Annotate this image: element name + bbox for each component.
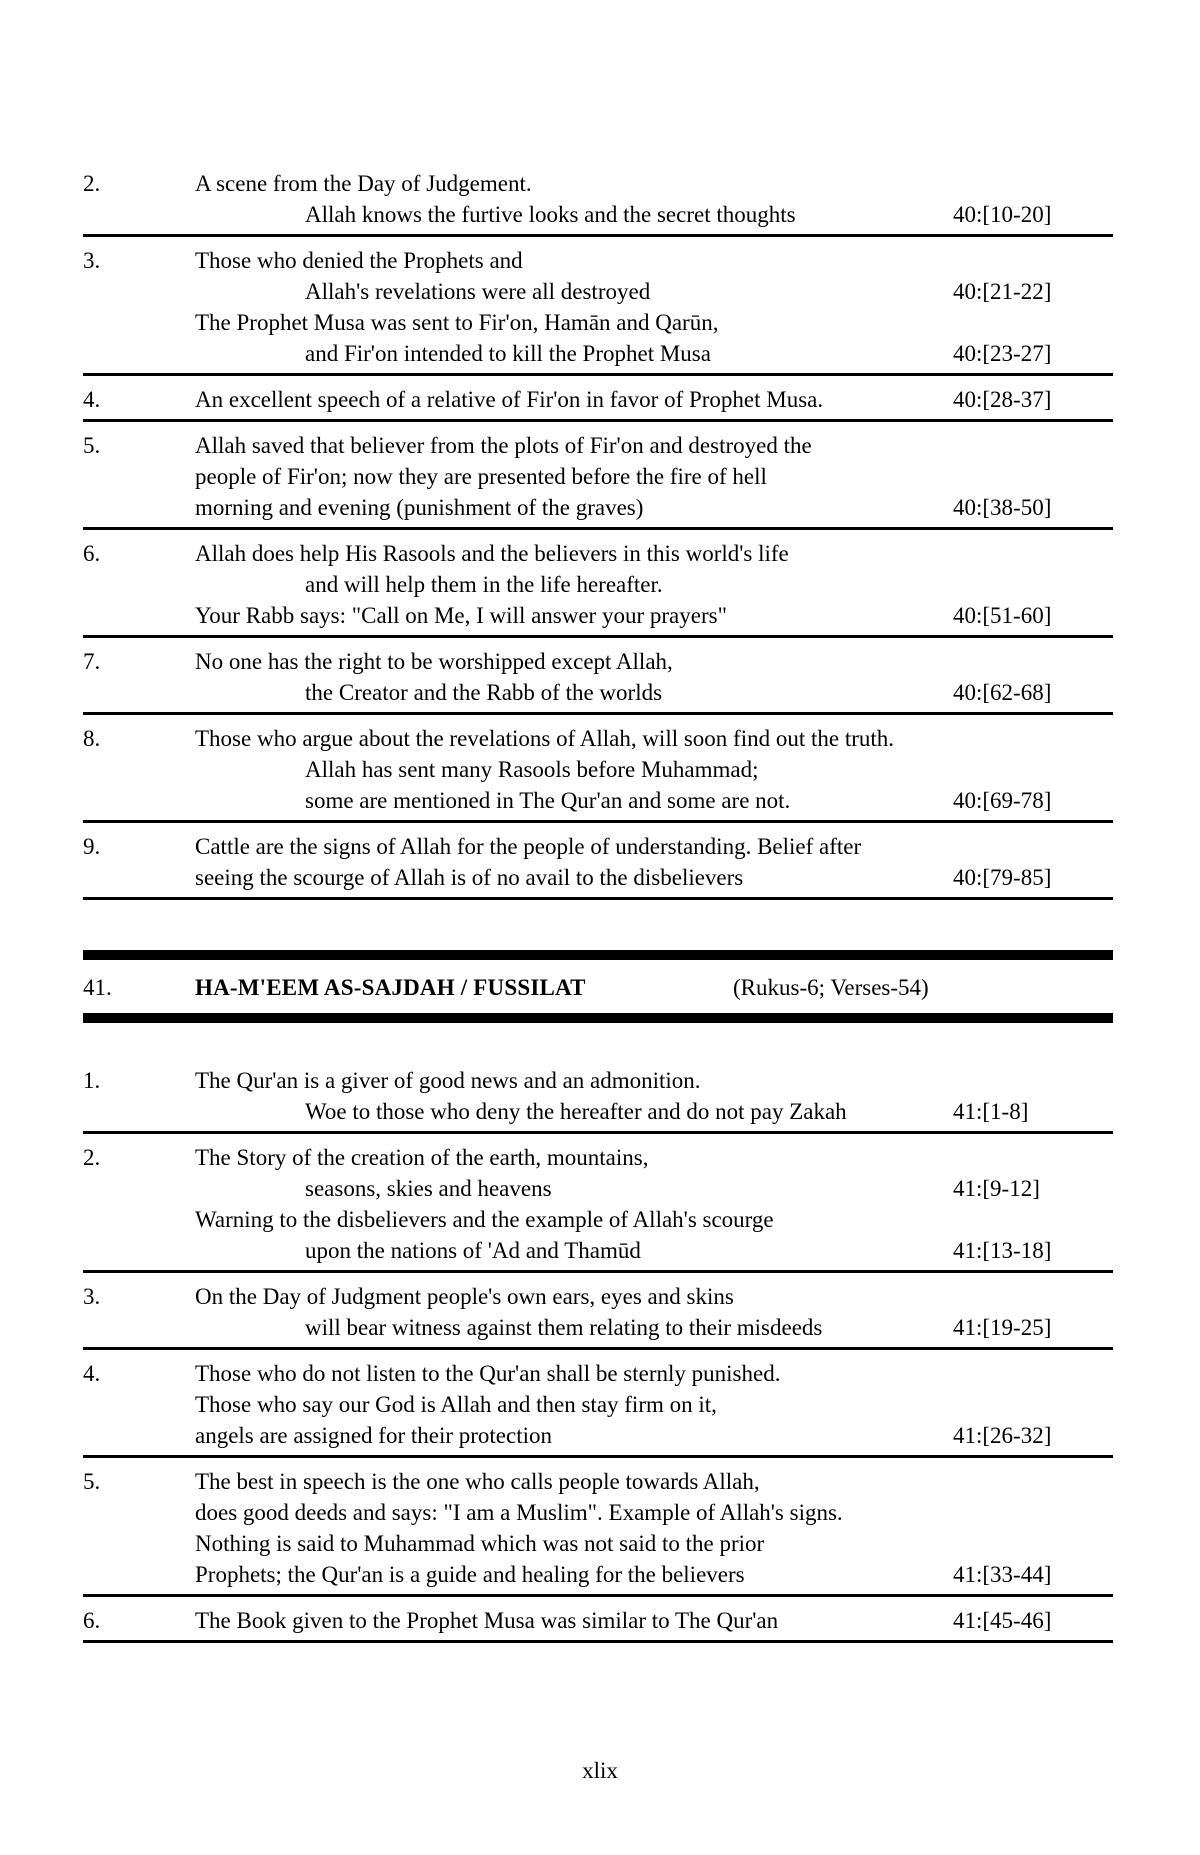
verse-reference (953, 1389, 1113, 1420)
verse-reference (953, 1528, 1113, 1559)
topic-body (195, 831, 1113, 893)
topic-text: seeing the scourge of Allah is of no avail to the disbelievers (195, 865, 744, 890)
verse-reference (953, 1497, 1113, 1528)
topic-line (195, 1466, 1113, 1497)
surah-40-topics (83, 168, 1113, 900)
topic-line (195, 754, 1113, 785)
topic-row (83, 1350, 1113, 1458)
topic-body (195, 430, 1113, 523)
topic-text: The best in speech is the one who calls people towards Allah, (195, 1469, 760, 1494)
verse-reference (953, 1466, 1113, 1497)
topic-line (195, 1173, 1113, 1204)
topic-body (195, 538, 1113, 631)
topic-text: and Fir'on intended to kill the Prophet Musa (305, 341, 711, 366)
topic-number: 1. (83, 1068, 101, 1093)
topic-line (195, 430, 1113, 461)
topic-line (195, 492, 1113, 523)
topic-text: Allah saved that believer from the plots of Fir'on and destroyed the (195, 433, 812, 458)
verse-reference (953, 569, 1113, 600)
verse-reference: 41:[45-46] (953, 1608, 1052, 1633)
verse-reference (953, 1065, 1113, 1096)
topic-row (83, 237, 1113, 376)
topic-line (195, 1559, 1113, 1590)
topic-number: 3. (83, 248, 101, 273)
topic-text: Allah knows the furtive looks and the secret thoughts (305, 202, 796, 227)
topic-text: The Qur'an is a giver of good news and an admonition. (195, 1068, 701, 1093)
verse-reference (953, 831, 1113, 862)
topic-text: Warning to the disbelievers and the example of Allah's scourge (195, 1207, 774, 1232)
topic-text: The Book given to the Prophet Musa was similar to The Qur'an (195, 1608, 779, 1633)
verse-reference (953, 538, 1113, 569)
topic-body (195, 168, 1113, 230)
topic-line (195, 461, 1113, 492)
topic-line (195, 723, 1113, 754)
topic-text: The Story of the creation of the earth, mountains, (195, 1145, 649, 1170)
page-number: xlix (582, 1758, 618, 1783)
topic-body (195, 1065, 1113, 1127)
topic-row (83, 530, 1113, 638)
topic-number: 4. (83, 387, 101, 412)
topic-text: Those who argue about the revelations of Allah, will soon find out the truth. (195, 726, 895, 751)
topic-line (195, 1358, 1113, 1389)
verse-reference: 40:[21-22] (953, 279, 1052, 304)
topic-line (195, 862, 1113, 893)
topic-line (195, 276, 1113, 307)
verse-reference (953, 1142, 1113, 1173)
spacer (83, 900, 1113, 950)
topic-body (195, 723, 1113, 816)
topic-text: No one has the right to be worshipped except Allah, (195, 649, 673, 674)
verse-reference: 41:[26-32] (953, 1423, 1052, 1448)
verse-reference (953, 1204, 1113, 1235)
contents-page (83, 168, 1113, 1643)
verse-reference (953, 307, 1113, 338)
topic-text: and will help them in the life hereafter. (305, 572, 663, 597)
verse-reference: 40:[79-85] (953, 865, 1052, 890)
verse-reference (953, 1281, 1113, 1312)
topic-number: 2. (83, 171, 101, 196)
topic-text: some are mentioned in The Qur'an and some are not. (305, 788, 791, 813)
topic-line (195, 1312, 1113, 1343)
topic-row (83, 1065, 1113, 1134)
topic-number: 5. (83, 433, 101, 458)
verse-reference (953, 1358, 1113, 1389)
surah-number: 41. (83, 975, 112, 1000)
topic-line (195, 1204, 1113, 1235)
topic-number: 6. (83, 1608, 101, 1633)
topic-text: will bear witness against them relating to their misdeeds (305, 1315, 823, 1340)
verse-reference: 41:[1-8] (953, 1099, 1029, 1124)
topic-text: does good deeds and says: "I am a Muslim". Example of Allah's signs. (195, 1500, 843, 1525)
topic-line (195, 168, 1113, 199)
verse-reference: 41:[13-18] (953, 1238, 1052, 1263)
topic-row (83, 376, 1113, 422)
verse-reference (953, 461, 1113, 492)
topic-line (195, 538, 1113, 569)
topic-line (195, 384, 1113, 415)
topic-text: Prophets; the Qur'an is a guide and healing for the believers (195, 1562, 745, 1587)
verse-reference (953, 430, 1113, 461)
topic-number: 2. (83, 1145, 101, 1170)
topic-line (195, 1528, 1113, 1559)
topic-number: 9. (83, 834, 101, 859)
verse-reference: 40:[23-27] (953, 341, 1052, 366)
topic-line (195, 1281, 1113, 1312)
topic-text: Allah has sent many Rasools before Muhammad; (305, 757, 759, 782)
topic-line (195, 1096, 1113, 1127)
topic-text: A scene from the Day of Judgement. (195, 171, 532, 196)
topic-text: seasons, skies and heavens (305, 1176, 552, 1201)
topic-text: Cattle are the signs of Allah for the people of understanding. Belief after (195, 834, 862, 859)
verse-reference: 40:[28-37] (953, 387, 1052, 412)
topic-text: morning and evening (punishment of the graves) (195, 495, 644, 520)
verse-reference: 41:[33-44] (953, 1562, 1052, 1587)
topic-line (195, 600, 1113, 631)
topic-text: angels are assigned for their protection (195, 1423, 553, 1448)
topic-number: 6. (83, 541, 101, 566)
topic-line (195, 1389, 1113, 1420)
topic-line (195, 569, 1113, 600)
topic-line (195, 1065, 1113, 1096)
topic-text: An excellent speech of a relative of Fir'on in favor of Prophet Musa. (195, 387, 824, 412)
surah-41-topics (83, 1065, 1113, 1643)
topic-body (195, 1466, 1113, 1590)
topic-text: Your Rabb says: "Call on Me, I will answer your prayers" (195, 603, 727, 628)
topic-text: Nothing is said to Muhammad which was not said to the prior (195, 1531, 765, 1556)
spacer (83, 1023, 1113, 1065)
topic-line (195, 831, 1113, 862)
surah-title: HA-M'EEM AS-SAJDAH / FUSSILAT (195, 975, 586, 1000)
topic-body (195, 646, 1113, 708)
verse-reference: 40:[69-78] (953, 788, 1052, 813)
topic-text: people of Fir'on; now they are presented before the fire of hell (195, 464, 767, 489)
topic-line (195, 785, 1113, 816)
verse-reference: 40:[38-50] (953, 495, 1052, 520)
topic-row (83, 1458, 1113, 1597)
surah-info: (Rukus-6; Verses-54) (733, 975, 929, 1000)
topic-body (195, 1358, 1113, 1451)
verse-reference (953, 168, 1113, 199)
topic-number: 4. (83, 1361, 101, 1386)
topic-line (195, 1235, 1113, 1266)
verse-reference (953, 754, 1113, 785)
verse-reference: 41:[19-25] (953, 1315, 1052, 1340)
topic-body (195, 1605, 1113, 1636)
topic-line (195, 307, 1113, 338)
verse-reference: 40:[51-60] (953, 603, 1052, 628)
topic-text: the Creator and the Rabb of the worlds (305, 680, 663, 705)
topic-line (195, 1605, 1113, 1636)
topic-text: Those who do not listen to the Qur'an shall be sternly punished. (195, 1361, 781, 1386)
topic-row (83, 1273, 1113, 1350)
topic-text: Woe to those who deny the hereafter and do not pay Zakah (305, 1099, 847, 1124)
topic-line (195, 677, 1113, 708)
topic-row (83, 1597, 1113, 1643)
topic-number: 5. (83, 1469, 101, 1494)
topic-text: upon the nations of 'Ad and Thamūd (305, 1238, 641, 1263)
topic-body (195, 1281, 1113, 1343)
topic-number: 7. (83, 649, 101, 674)
topic-line (195, 1497, 1113, 1528)
verse-reference (953, 646, 1113, 677)
topic-row (83, 422, 1113, 530)
topic-text: Allah does help His Rasools and the believers in this world's life (195, 541, 789, 566)
topic-line (195, 1420, 1113, 1451)
topic-text: The Prophet Musa was sent to Fir'on, Hamān and Qarūn, (195, 310, 719, 335)
topic-row (83, 168, 1113, 237)
topic-line (195, 338, 1113, 369)
topic-line (195, 245, 1113, 276)
topic-row (83, 638, 1113, 715)
topic-row (83, 1134, 1113, 1273)
topic-number: 8. (83, 726, 101, 751)
verse-reference: 40:[10-20] (953, 202, 1052, 227)
verse-reference (953, 723, 1113, 754)
topic-line (195, 199, 1113, 230)
topic-body (195, 384, 1113, 415)
surah-header (83, 950, 1113, 1023)
topic-line (195, 646, 1113, 677)
topic-body (195, 245, 1113, 369)
verse-reference: 40:[62-68] (953, 680, 1052, 705)
topic-text: Those who say our God is Allah and then stay firm on it, (195, 1392, 717, 1417)
topic-row (83, 715, 1113, 823)
topic-text: Those who denied the Prophets and (195, 248, 523, 273)
topic-text: Allah's revelations were all destroyed (305, 279, 651, 304)
verse-reference: 41:[9-12] (953, 1176, 1040, 1201)
topic-text: On the Day of Judgment people's own ears, eyes and skins (195, 1284, 734, 1309)
topic-row (83, 823, 1113, 900)
topic-body (195, 1142, 1113, 1266)
topic-line (195, 1142, 1113, 1173)
verse-reference (953, 245, 1113, 276)
topic-number: 3. (83, 1284, 101, 1309)
